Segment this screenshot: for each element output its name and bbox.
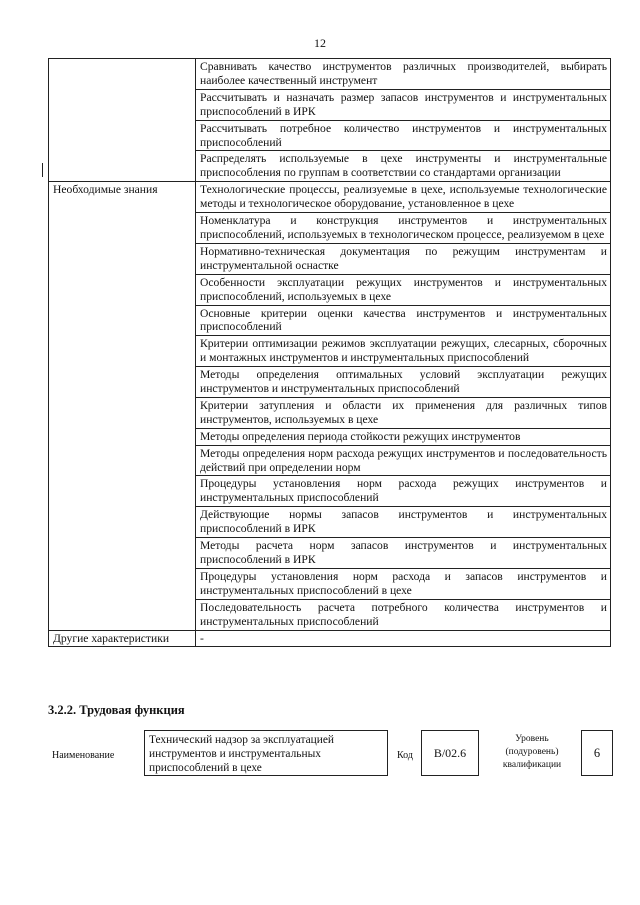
row-text: Распределять используемые в цехе инструменты и инструментальные приспособления по группам в соответствии со стандартами организации bbox=[196, 151, 611, 182]
row-text: - bbox=[196, 630, 611, 647]
table-row bbox=[49, 630, 611, 647]
row-label bbox=[49, 59, 196, 182]
row-text: Нормативно-техническая документация по режущим инструментам и инструментальной оснастке bbox=[196, 243, 611, 274]
code-label: Код bbox=[397, 750, 413, 761]
page-number: 12 bbox=[314, 36, 326, 50]
level-value-box: 6 bbox=[581, 730, 613, 776]
row-text: Методы определения периода стойкости режущих инструментов bbox=[196, 428, 611, 445]
row-text: Методы расчета норм запасов инструментов и инструментальных приспособлений в ИРК bbox=[196, 538, 611, 569]
row-label: Необходимые знания bbox=[49, 182, 196, 630]
row-text: Номенклатура и конструкция инструментов и инструментальных приспособлений, используемых в технологическом процессе, реализуемом в цехе bbox=[196, 213, 611, 244]
row-text: Технологические процессы, реализуемые в цехе, используемые технологические методы и технологическое оборудование, установленное в цехе bbox=[196, 182, 611, 213]
row-text: Процедуры установления норм расхода и запасов инструментов и инструментальных приспособлений в цехе bbox=[196, 568, 611, 599]
row-label: Другие характеристики bbox=[49, 630, 196, 647]
margin-mark bbox=[42, 163, 43, 177]
row-text: Особенности эксплуатации режущих инструментов и инструментальных приспособлений, используемых в цехе bbox=[196, 274, 611, 305]
table-row bbox=[49, 59, 611, 90]
knowledge-table-body bbox=[49, 59, 611, 647]
level-label: Уровень (подуровень) квалификации bbox=[502, 734, 562, 770]
row-text: Критерии оптимизации режимов эксплуатации режущих, слесарных, сборочных и монтажных инструментов и инструментальных приспособлений bbox=[196, 336, 611, 367]
row-text: Критерии затупления и области их применения для различных типов инструментов, используемых в цехе bbox=[196, 397, 611, 428]
knowledge-table bbox=[48, 58, 611, 647]
row-text: Рассчитывать и назначать размер запасов инструментов и инструментальных приспособлений в ИРК bbox=[196, 89, 611, 120]
table-row bbox=[49, 182, 611, 213]
row-text: Методы определения норм расхода режущих инструментов и последовательность действий при определении норм bbox=[196, 445, 611, 476]
code-value-box: В/02.6 bbox=[421, 730, 479, 776]
row-text: Основные критерии оценки качества инструментов и инструментальных приспособлений bbox=[196, 305, 611, 336]
row-text: Действующие нормы запасов инструментов и инструментальных приспособлений в ИРК bbox=[196, 507, 611, 538]
name-label: Наименование bbox=[52, 750, 115, 761]
function-name-box: Технический надзор за эксплуатацией инструментов и инструментальных приспособлений в цехе bbox=[144, 730, 388, 776]
row-text: Сравнивать качество инструментов различных производителей, выбирать наиболее качественный инструмент bbox=[196, 59, 611, 90]
row-text: Методы определения оптимальных условий эксплуатации режущих инструментов и инструментальных приспособлений bbox=[196, 367, 611, 398]
row-text: Последовательность расчета потребного количества инструментов и инструментальных приспособлений bbox=[196, 599, 611, 630]
section-title: 3.2.2. Трудовая функция bbox=[48, 703, 185, 717]
row-text: Процедуры установления норм расхода режущих инструментов и инструментальных приспособлений bbox=[196, 476, 611, 507]
row-text: Рассчитывать потребное количество инструментов и инструментальных приспособлений bbox=[196, 120, 611, 151]
